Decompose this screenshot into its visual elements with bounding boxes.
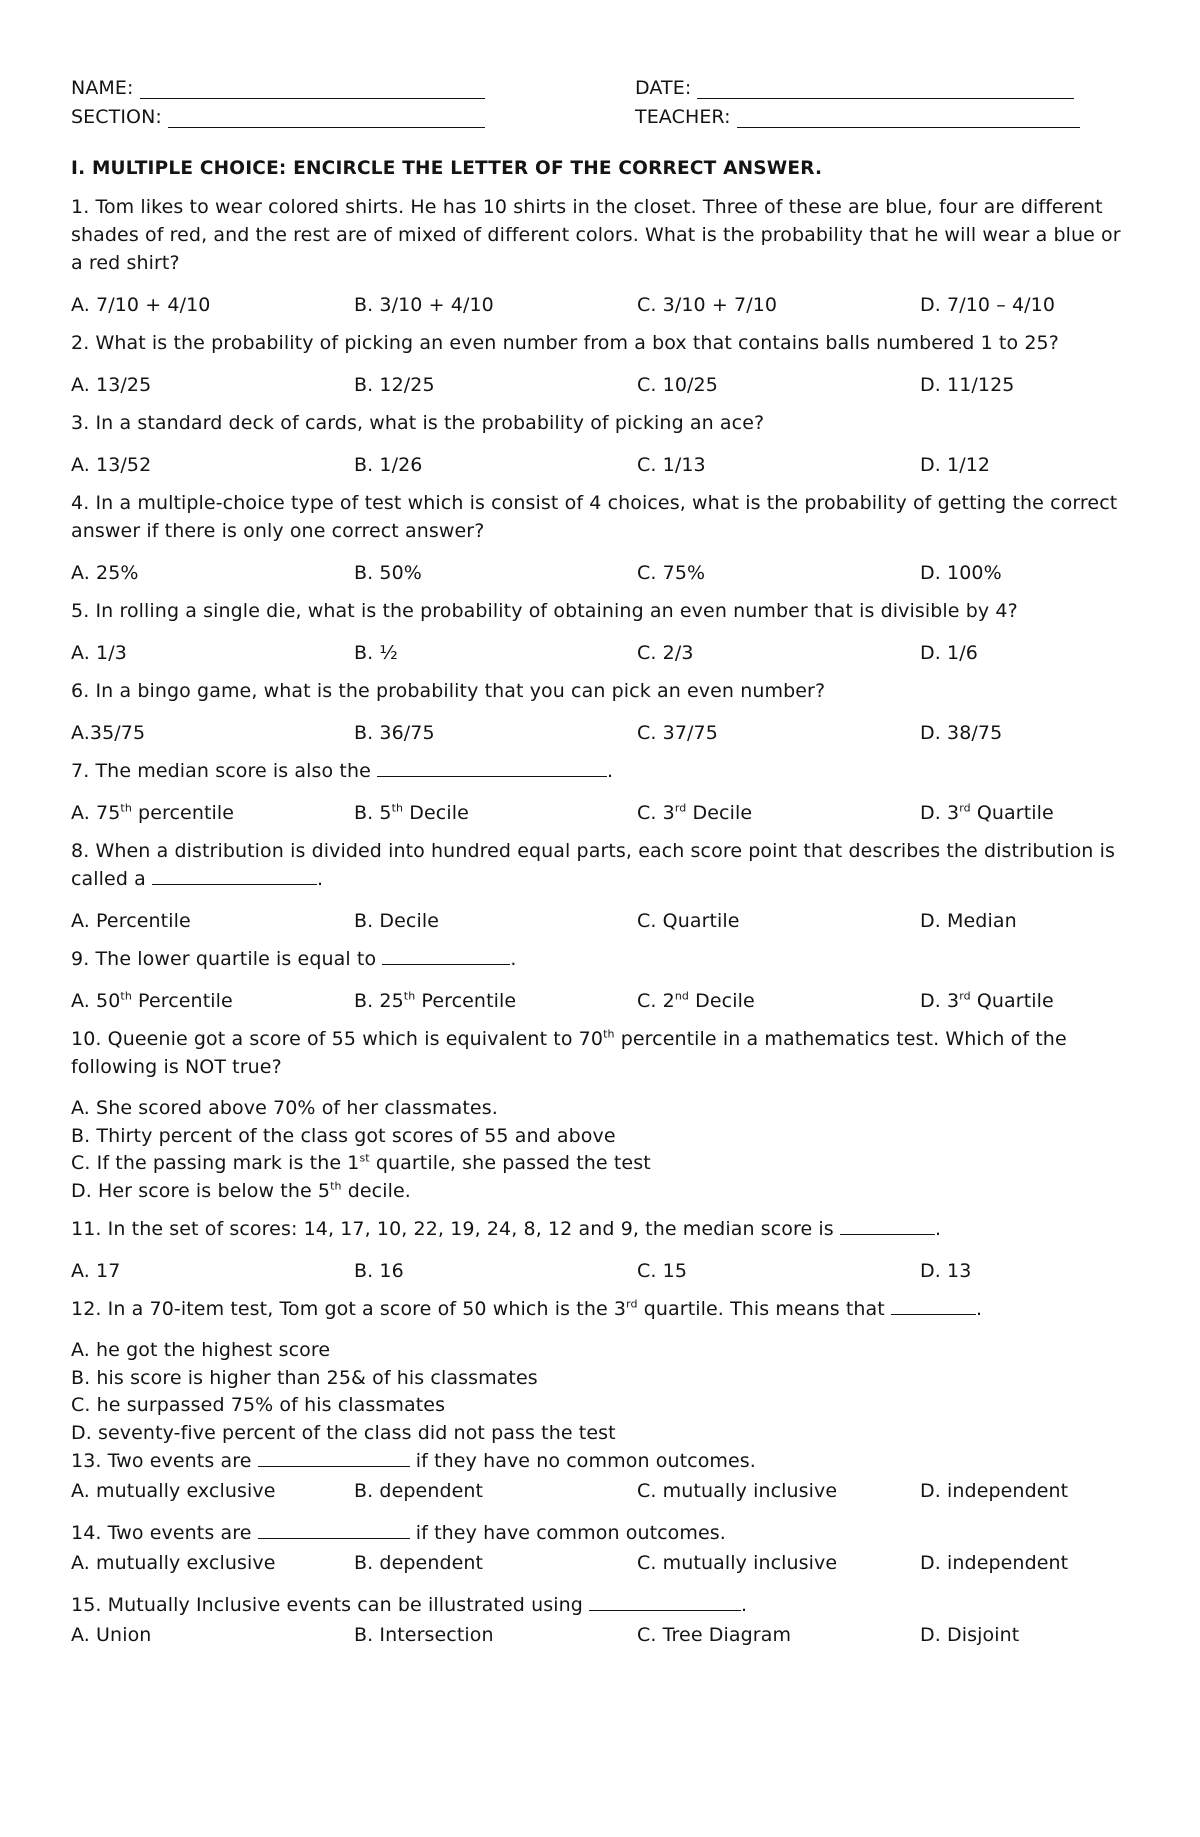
question-text bbox=[71, 945, 1136, 973]
choices bbox=[71, 639, 1136, 667]
question-text-before: 8. When a distribution is divided into hundred equal parts, each score point that describes the distribution is called a bbox=[71, 840, 1115, 890]
choice-b[interactable]: B. 5th Decile bbox=[354, 801, 469, 824]
choice-a[interactable]: A. mutually exclusive bbox=[71, 1480, 276, 1502]
section-title: I. MULTIPLE CHOICE: ENCIRCLE THE LETTER OF THE CORRECT ANSWER. bbox=[71, 158, 823, 179]
question-text-before: 13. Two events are bbox=[71, 1450, 252, 1472]
choice-a[interactable]: A. 1/3 bbox=[71, 642, 127, 664]
choice-c[interactable]: C. 2nd Decile bbox=[637, 989, 755, 1012]
header-row-2 bbox=[71, 99, 1136, 128]
choice-b[interactable]: B. dependent bbox=[354, 1480, 484, 1502]
choice-b[interactable]: B. Intersection bbox=[354, 1624, 494, 1646]
answer-blank[interactable] bbox=[258, 1520, 410, 1539]
question-11 bbox=[71, 1215, 1136, 1285]
choice-d[interactable]: D. 1/12 bbox=[920, 454, 991, 476]
options-list bbox=[71, 1337, 1136, 1447]
question-text-after: . bbox=[607, 760, 614, 782]
question-4 bbox=[71, 489, 1136, 587]
choices bbox=[71, 1257, 1136, 1285]
choice-a[interactable]: A. 17 bbox=[71, 1260, 121, 1282]
choice-c[interactable]: C. Tree Diagram bbox=[637, 1624, 792, 1646]
choice-c[interactable]: C. 37/75 bbox=[637, 722, 718, 744]
question-text bbox=[71, 757, 1136, 785]
answer-blank[interactable] bbox=[891, 1296, 976, 1315]
question-text-before: 7. The median score is also the bbox=[71, 760, 371, 782]
date-label: DATE: bbox=[635, 77, 692, 99]
question-8 bbox=[71, 837, 1136, 935]
question-text: 6. In a bingo game, what is the probability that you can pick an even number? bbox=[71, 680, 826, 702]
choice-c[interactable]: C. 2/3 bbox=[637, 642, 694, 664]
choice-b[interactable]: B. 16 bbox=[354, 1260, 404, 1282]
question-text: 1. Tom likes to wear colored shirts. He has 10 shirts in the closet. Three of these are blue, four are different shades of red, and the rest are of mixed of different colors. What is the probability that he will wear a blue or a red shirt? bbox=[71, 196, 1121, 274]
question-text: 10. Queenie got a score of 55 which is equivalent to 70th percentile in a mathematics test. Which of the following is NOT true? bbox=[71, 1027, 1067, 1078]
question-text bbox=[71, 837, 1136, 893]
question-1 bbox=[71, 193, 1136, 319]
choices bbox=[71, 1477, 1136, 1505]
section-label: SECTION: bbox=[71, 106, 162, 128]
choice-d[interactable]: D. 3rd Quartile bbox=[920, 801, 1054, 824]
choice-a[interactable]: A.35/75 bbox=[71, 722, 146, 744]
name-label: NAME: bbox=[71, 77, 134, 99]
choice-a[interactable]: A. 13/25 bbox=[71, 374, 152, 396]
choice-d[interactable]: D. independent bbox=[920, 1480, 1069, 1502]
choices bbox=[71, 451, 1136, 479]
question-text: 5. In rolling a single die, what is the probability of obtaining an even number that is divisible by 4? bbox=[71, 600, 1018, 622]
choices bbox=[71, 799, 1136, 827]
option-c[interactable]: C. he surpassed 75% of his classmates bbox=[71, 1394, 446, 1416]
question-text-after: . bbox=[741, 1594, 748, 1616]
choice-a[interactable]: A. 75th percentile bbox=[71, 801, 235, 824]
choice-b[interactable]: B. 1/26 bbox=[354, 454, 423, 476]
choice-d[interactable]: D. 7/10 – 4/10 bbox=[920, 294, 1056, 316]
question-text-before: 15. Mutually Inclusive events can be illustrated using bbox=[71, 1594, 583, 1616]
choices bbox=[71, 371, 1136, 399]
option-a[interactable]: A. he got the highest score bbox=[71, 1339, 331, 1361]
option-a[interactable]: A. She scored above 70% of her classmates. bbox=[71, 1097, 498, 1119]
option-c[interactable]: C. If the passing mark is the 1st quartile, she passed the test bbox=[71, 1151, 651, 1174]
option-d[interactable]: D. seventy-five percent of the class did not pass the test bbox=[71, 1421, 616, 1444]
answer-blank[interactable] bbox=[840, 1216, 935, 1235]
choice-d[interactable]: D. 100% bbox=[920, 562, 1002, 584]
question-text-before: 11. In the set of scores: 14, 17, 10, 22, 19, 24, 8, 12 and 9, the median score is bbox=[71, 1218, 834, 1240]
question-text-after: . bbox=[317, 868, 324, 890]
section-field[interactable] bbox=[168, 107, 485, 128]
question-text-before: 14. Two events are bbox=[71, 1522, 252, 1544]
question-text-after: if they have no common outcomes. bbox=[409, 1450, 756, 1472]
answer-blank[interactable] bbox=[377, 758, 607, 777]
question-text bbox=[71, 1447, 1136, 1475]
question-text: 2. What is the probability of picking an even number from a box that contains balls numbered 1 to 25? bbox=[71, 332, 1059, 354]
choice-b[interactable]: B. dependent bbox=[354, 1552, 484, 1574]
question-text-after: . bbox=[510, 948, 517, 970]
header-row-1 bbox=[71, 70, 1136, 99]
question-text-before: 9. The lower quartile is equal to bbox=[71, 948, 377, 970]
choice-a[interactable]: A. 7/10 + 4/10 bbox=[71, 294, 211, 316]
worksheet-page bbox=[71, 70, 1136, 1649]
choice-d[interactable]: D. 11/125 bbox=[920, 374, 1015, 396]
question-2 bbox=[71, 329, 1136, 399]
answer-blank[interactable] bbox=[258, 1448, 410, 1467]
choice-d[interactable]: D. 38/75 bbox=[920, 722, 1003, 744]
choices bbox=[71, 559, 1136, 587]
choices bbox=[71, 987, 1136, 1015]
choice-b[interactable]: B. 25th Percentile bbox=[354, 989, 517, 1012]
question-text: 12. In a 70-item test, Tom got a score of 50 which is the 3rd quartile. This means that . bbox=[71, 1297, 983, 1320]
choice-a[interactable]: A. mutually exclusive bbox=[71, 1552, 276, 1574]
question-text-after: . bbox=[934, 1218, 942, 1240]
question-14 bbox=[71, 1519, 1136, 1577]
choice-a[interactable]: A. 50th Percentile bbox=[71, 989, 233, 1012]
choice-d[interactable]: D. 13 bbox=[920, 1260, 972, 1282]
choices bbox=[71, 719, 1136, 747]
answer-blank[interactable] bbox=[589, 1592, 741, 1611]
choice-c[interactable]: C. 3rd Decile bbox=[637, 801, 753, 824]
question-text: 3. In a standard deck of cards, what is the probability of picking an ace? bbox=[71, 412, 765, 434]
question-15 bbox=[71, 1591, 1136, 1649]
choice-d[interactable]: D. Disjoint bbox=[920, 1624, 1020, 1646]
choice-d[interactable]: D. independent bbox=[920, 1552, 1069, 1574]
choice-b[interactable]: B. ½ bbox=[354, 642, 398, 664]
answer-blank[interactable] bbox=[152, 866, 317, 885]
choice-a[interactable]: A. Percentile bbox=[71, 910, 191, 932]
question-text bbox=[71, 1591, 1136, 1619]
question-3 bbox=[71, 409, 1136, 479]
question-12 bbox=[71, 1295, 1136, 1447]
question-text: 4. In a multiple-choice type of test which is consist of 4 choices, what is the probability of getting the correct answer if there is only one correct answer? bbox=[71, 492, 1118, 542]
choices bbox=[71, 907, 1136, 935]
choice-a[interactable]: A. 13/52 bbox=[71, 454, 152, 476]
options-list bbox=[71, 1095, 1136, 1205]
choice-c[interactable]: C. 15 bbox=[637, 1260, 688, 1282]
question-10 bbox=[71, 1025, 1136, 1205]
choice-b[interactable]: B. 3/10 + 4/10 bbox=[354, 294, 494, 316]
question-7 bbox=[71, 757, 1136, 827]
question-text bbox=[71, 1519, 1136, 1547]
choice-c[interactable]: C. Quartile bbox=[637, 910, 740, 932]
choice-c[interactable]: C. mutually inclusive bbox=[637, 1480, 838, 1502]
choice-a[interactable]: A. Union bbox=[71, 1624, 152, 1646]
choice-c[interactable]: C. 75% bbox=[637, 562, 706, 584]
question-9 bbox=[71, 945, 1136, 1015]
name-field[interactable] bbox=[140, 78, 485, 99]
choice-a[interactable]: A. 25% bbox=[71, 562, 139, 584]
choice-b[interactable]: B. 36/75 bbox=[354, 722, 435, 744]
option-d[interactable]: D. Her score is below the 5th decile. bbox=[71, 1179, 411, 1202]
choice-d[interactable]: D. 1/6 bbox=[920, 642, 978, 664]
choice-d[interactable]: D. Median bbox=[920, 910, 1017, 932]
date-field[interactable] bbox=[697, 78, 1074, 99]
question-13 bbox=[71, 1447, 1136, 1505]
answer-blank[interactable] bbox=[382, 946, 510, 965]
choice-c[interactable]: C. mutually inclusive bbox=[637, 1552, 838, 1574]
option-b[interactable]: B. his score is higher than 25& of his classmates bbox=[71, 1366, 538, 1389]
choice-b[interactable]: B. 12/25 bbox=[354, 374, 435, 396]
teacher-field[interactable] bbox=[737, 107, 1080, 128]
question-text bbox=[71, 1215, 1136, 1243]
choices bbox=[71, 1621, 1136, 1649]
question-6 bbox=[71, 677, 1136, 747]
choice-c[interactable]: C. 10/25 bbox=[637, 374, 718, 396]
choices bbox=[71, 291, 1136, 319]
teacher-label: TEACHER: bbox=[635, 106, 731, 128]
choice-b[interactable]: B. Decile bbox=[354, 910, 440, 932]
choice-c[interactable]: C. 3/10 + 7/10 bbox=[637, 294, 778, 316]
option-b[interactable]: B. Thirty percent of the class got scores of 55 and above bbox=[71, 1124, 616, 1147]
question-text-after: if they have common outcomes. bbox=[409, 1522, 726, 1544]
choice-c[interactable]: C. 1/13 bbox=[637, 454, 706, 476]
choice-d[interactable]: D. 3rd Quartile bbox=[920, 989, 1054, 1012]
choice-b[interactable]: B. 50% bbox=[354, 562, 422, 584]
question-5 bbox=[71, 597, 1136, 667]
choices bbox=[71, 1549, 1136, 1577]
